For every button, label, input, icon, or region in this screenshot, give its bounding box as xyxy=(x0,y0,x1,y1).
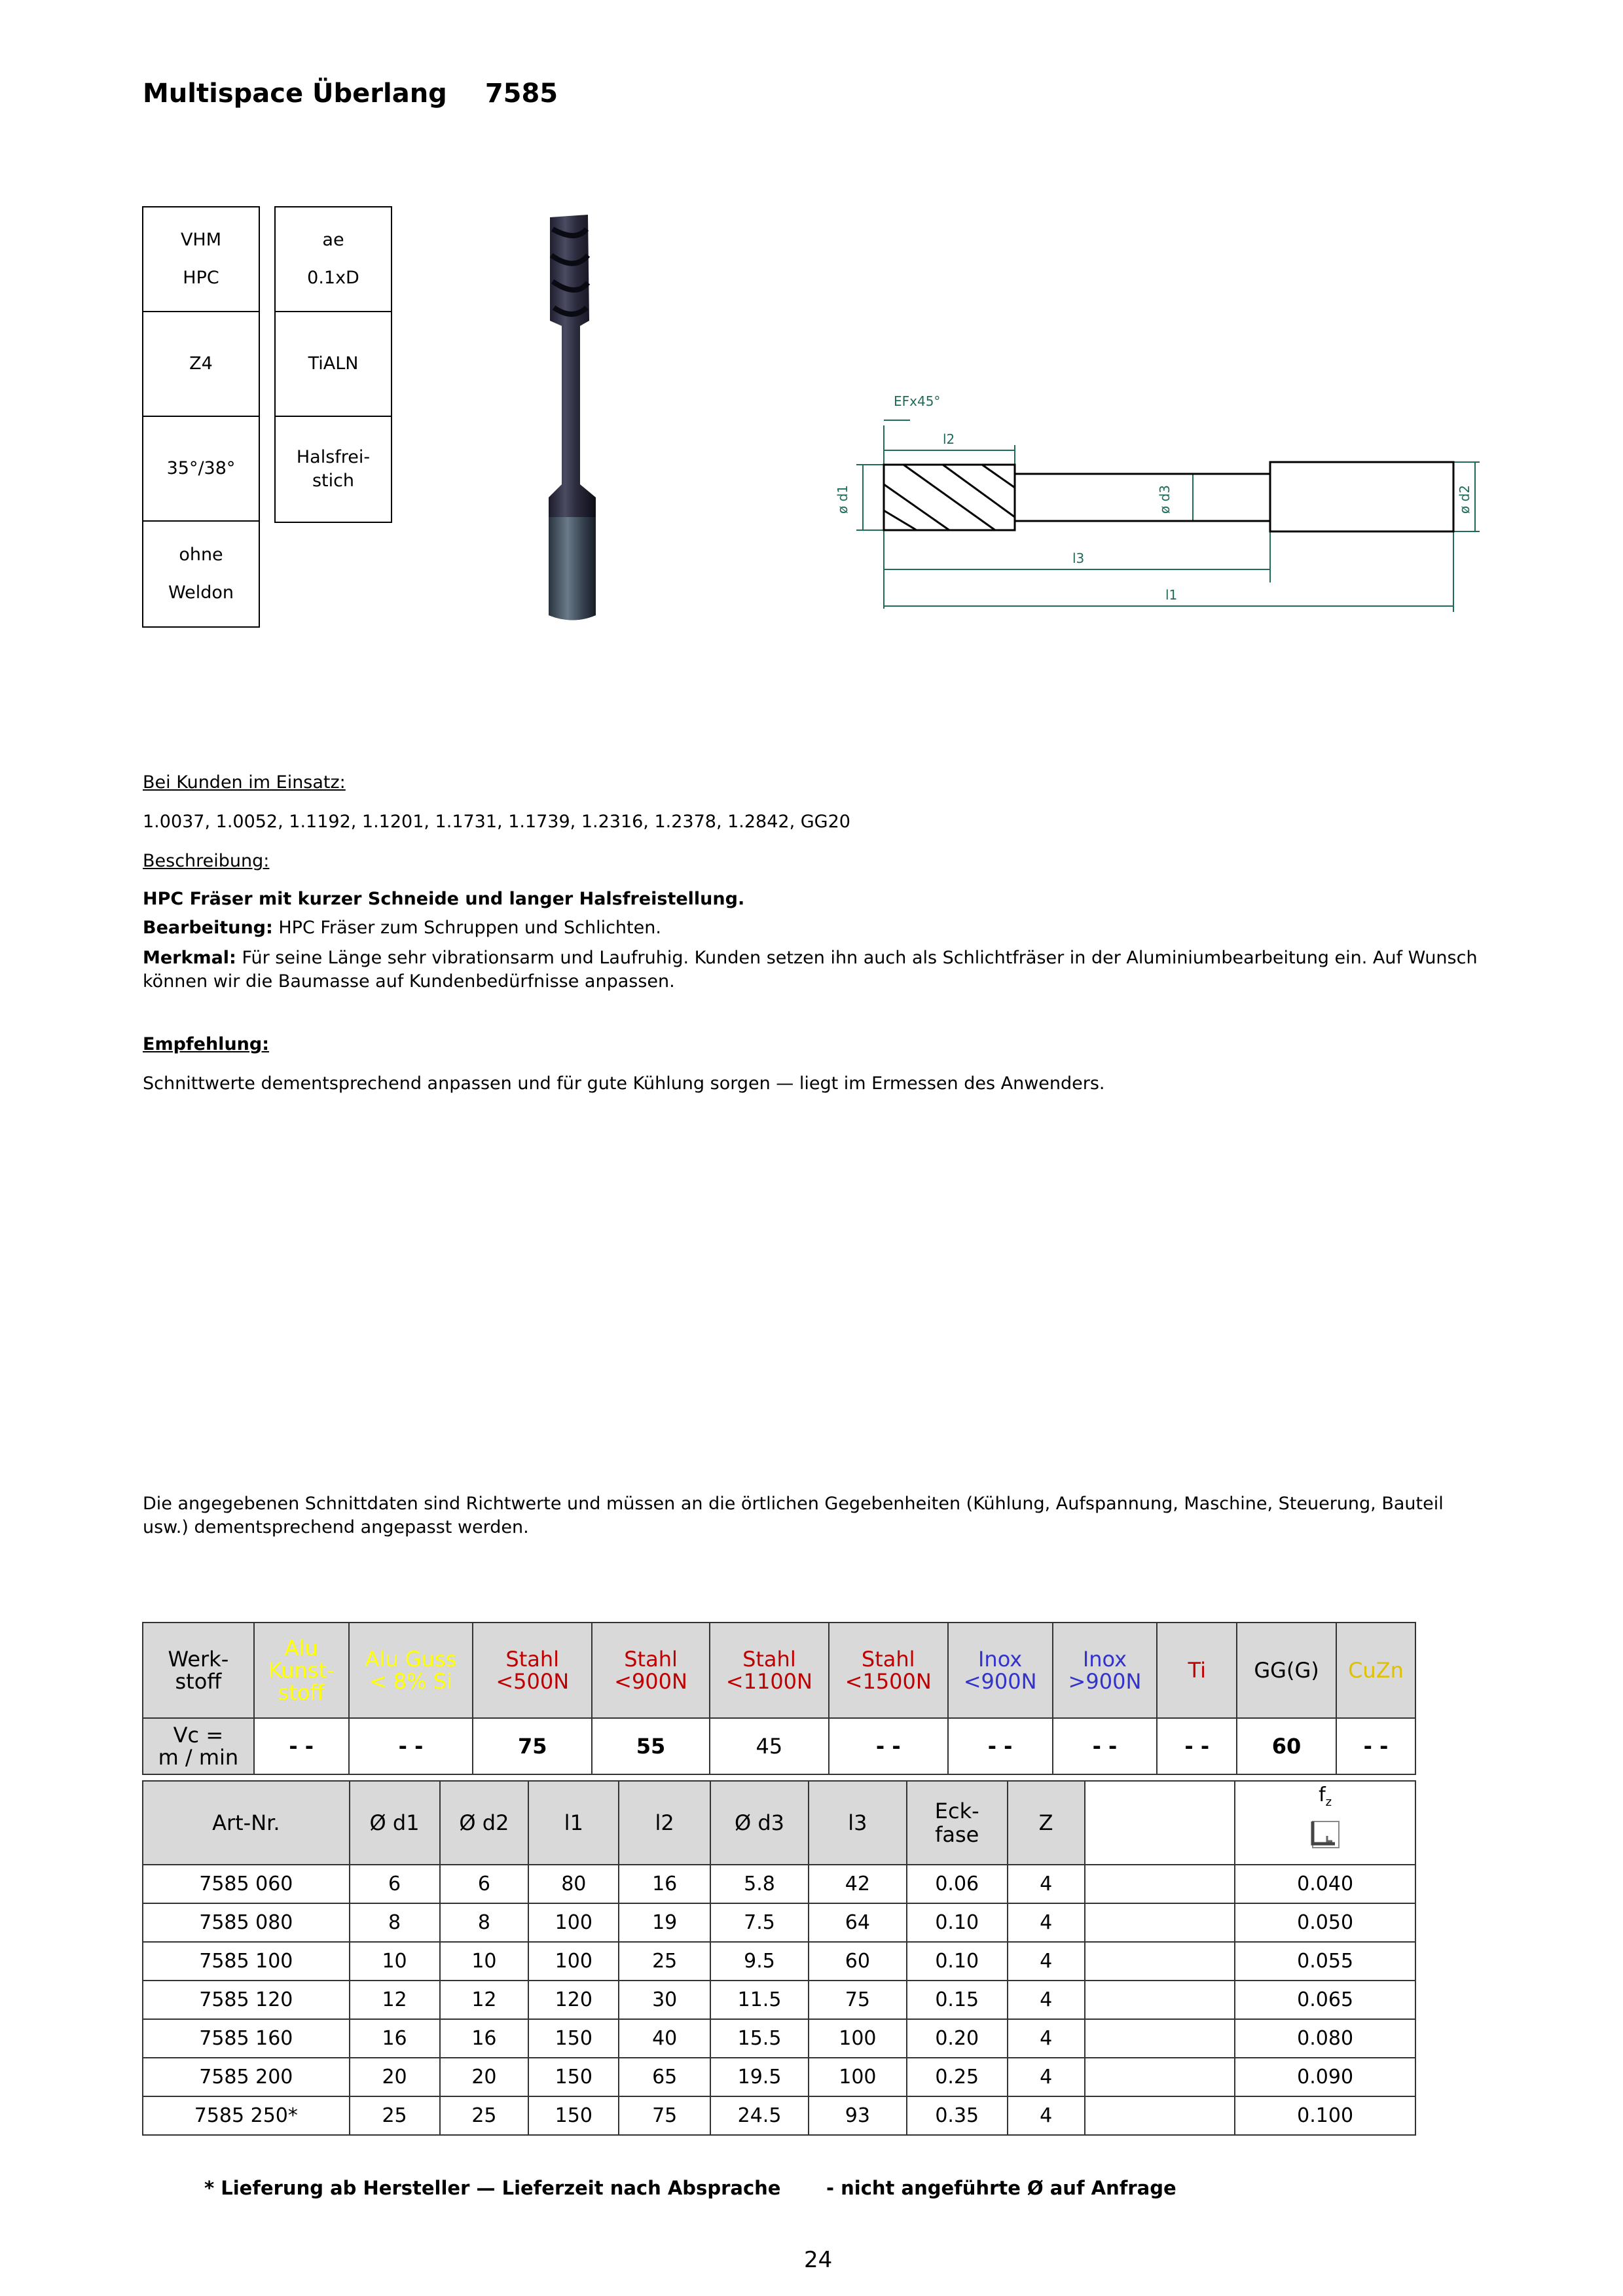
col-fz xyxy=(1235,1781,1415,1865)
table-cell: 0.055 xyxy=(1235,1942,1415,1981)
table-cell: 0.050 xyxy=(1235,1903,1415,1942)
spec-text: ohne xyxy=(179,545,223,565)
table-cell: 0.040 xyxy=(1235,1865,1415,1903)
label-l2: l2 xyxy=(943,431,955,447)
spec-cell xyxy=(143,312,259,417)
material-label: <1500N xyxy=(845,1669,932,1694)
vc-header xyxy=(143,1718,254,1774)
dimension-body xyxy=(143,1865,1415,2135)
header-text: Werk- xyxy=(168,1647,229,1672)
spec-text: Z4 xyxy=(189,353,213,374)
table-cell: 19 xyxy=(619,1903,710,1942)
material-label: < 8% Si xyxy=(369,1669,453,1694)
material-label: <900N xyxy=(614,1669,687,1694)
vc-value: 60 xyxy=(1237,1718,1336,1774)
merkmal-text: Für seine Länge sehr vibrationsarm und Laufruhig. Kunden setzen ihn auch als Schlichtfräser in der Aluminiumbearbeitung ein. Auf Wunsch xyxy=(236,948,1478,968)
col-art-nr: Art-Nr. xyxy=(143,1781,350,1865)
table-cell: 60 xyxy=(809,1942,907,1981)
vc-value: - - xyxy=(349,1718,473,1774)
table-cell: 6 xyxy=(350,1865,440,1903)
material-cell xyxy=(710,1623,829,1718)
material-label: <1100N xyxy=(725,1669,812,1694)
label-efx: EFx45° xyxy=(894,393,941,409)
col-d1: Ø d1 xyxy=(350,1781,440,1865)
material-label: Alu Guss xyxy=(365,1647,457,1672)
vc-value: - - xyxy=(1336,1718,1415,1774)
table-cell: 20 xyxy=(440,2058,529,2096)
vc-value: - - xyxy=(254,1718,349,1774)
table-cell: 4 xyxy=(1008,2096,1085,2135)
col-empty xyxy=(1085,1781,1235,1865)
material-cell xyxy=(948,1623,1053,1718)
material-cell xyxy=(473,1623,592,1718)
material-label: Stahl xyxy=(505,1647,560,1672)
label-l3: l3 xyxy=(1072,550,1085,566)
col-eckfase xyxy=(907,1781,1008,1865)
material-label: Inox xyxy=(1082,1647,1127,1672)
material-cell xyxy=(1157,1623,1237,1718)
material-cell xyxy=(1053,1623,1158,1718)
vc-value: - - xyxy=(1157,1718,1237,1774)
material-table xyxy=(142,1622,1416,1775)
spec-text: TiALN xyxy=(308,353,359,374)
material-cell xyxy=(1237,1623,1336,1718)
table-cell: 42 xyxy=(809,1865,907,1903)
table-cell: 7585 160 xyxy=(143,2019,350,2058)
header-text: m / min xyxy=(158,1745,239,1770)
table-cell: 0.35 xyxy=(907,2096,1008,2135)
table-cell: 0.15 xyxy=(907,1981,1008,2019)
vc-value: 75 xyxy=(473,1718,592,1774)
vc-value: 45 xyxy=(710,1718,829,1774)
table-cell: 100 xyxy=(528,1903,619,1942)
bearbeitung-line xyxy=(143,916,661,940)
table-cell: 7585 120 xyxy=(143,1981,350,2019)
table-cell: 100 xyxy=(809,2019,907,2058)
table-cell: 4 xyxy=(1008,1981,1085,2019)
table-cell: 150 xyxy=(528,2019,619,2058)
table-cell xyxy=(1085,1865,1235,1903)
table-cell: 7585 080 xyxy=(143,1903,350,1942)
page-number: 24 xyxy=(804,2247,833,2273)
fz-icon xyxy=(1309,1818,1341,1850)
spec-text: VHM xyxy=(180,230,222,250)
material-label: CuZn xyxy=(1348,1658,1404,1683)
material-label: >900N xyxy=(1068,1669,1142,1694)
table-cell xyxy=(1085,1903,1235,1942)
table-cell: 0.080 xyxy=(1235,2019,1415,2058)
label-d3: ø d3 xyxy=(1157,484,1173,514)
table-cell: 20 xyxy=(350,2058,440,2096)
material-label: Alu xyxy=(284,1636,318,1660)
table-cell: 10 xyxy=(440,1942,529,1981)
table-cell: 0.065 xyxy=(1235,1981,1415,2019)
header-text: Vc = xyxy=(173,1723,224,1748)
table-cell: 15.5 xyxy=(710,2019,809,2058)
table-cell: 8 xyxy=(440,1903,529,1942)
table-cell: 4 xyxy=(1008,1942,1085,1981)
table-cell: 4 xyxy=(1008,2019,1085,2058)
table-cell: 19.5 xyxy=(710,2058,809,2096)
header-text: fase xyxy=(935,1822,979,1847)
table-cell: 30 xyxy=(619,1981,710,2019)
merkmal-label: Merkmal: xyxy=(143,948,236,968)
dimension-table xyxy=(142,1780,1416,2136)
bearbeitung-text: HPC Fräser zum Schruppen und Schlichten. xyxy=(272,918,661,938)
table-cell: 25 xyxy=(350,2096,440,2135)
werkstoff-header xyxy=(143,1623,254,1718)
table-cell xyxy=(1085,2058,1235,2096)
spec-cell xyxy=(276,417,391,522)
spec-text: 0.1xD xyxy=(307,268,359,288)
table-cell: 0.090 xyxy=(1235,2058,1415,2096)
spec-text: stich xyxy=(312,471,355,491)
beschreibung-title: HPC Fräser mit kurzer Schneide und langer Halsfreistellung. xyxy=(143,889,745,909)
table-row xyxy=(143,2058,1415,2096)
table-cell: 5.8 xyxy=(710,1865,809,1903)
material-label: Stahl xyxy=(742,1647,796,1672)
table-row xyxy=(143,2096,1415,2135)
kunden-label: Bei Kunden im Einsatz: xyxy=(143,772,346,793)
spec-text: Halsfrei- xyxy=(296,447,371,467)
table-cell: 7585 200 xyxy=(143,2058,350,2096)
material-label: Kunst- xyxy=(268,1658,335,1683)
fz-label: $f_z$ xyxy=(1319,1784,1332,1809)
table-cell: 150 xyxy=(528,2058,619,2096)
table-cell xyxy=(1085,2019,1235,2058)
col-l2: l2 xyxy=(619,1781,710,1865)
table-cell: 24.5 xyxy=(710,2096,809,2135)
table-cell: 4 xyxy=(1008,2058,1085,2096)
table-row xyxy=(143,1903,1415,1942)
table-cell: 7585 100 xyxy=(143,1942,350,1981)
technical-drawing xyxy=(818,386,1486,622)
spec-cell xyxy=(143,207,259,312)
spec-cell xyxy=(276,312,391,417)
table-cell: 11.5 xyxy=(710,1981,809,2019)
spec-text: 35°/38° xyxy=(166,458,236,478)
label-d1: ø d1 xyxy=(835,484,850,514)
empfehlung-text: Schnittwerte dementsprechend anpassen und für gute Kühlung sorgen — liegt im Ermessen des Anwenders. xyxy=(143,1073,1105,1094)
label-l1: l1 xyxy=(1165,587,1178,603)
vc-row xyxy=(143,1718,1415,1774)
table-cell: 75 xyxy=(619,2096,710,2135)
col-d3: Ø d3 xyxy=(710,1781,809,1865)
table-cell: 75 xyxy=(809,1981,907,2019)
merkmal-line xyxy=(143,946,1478,970)
table-cell: 16 xyxy=(350,2019,440,2058)
product-number: 7585 xyxy=(484,79,558,109)
material-label: Ti xyxy=(1188,1658,1206,1683)
end-mill-image xyxy=(524,209,615,628)
vc-value: - - xyxy=(829,1718,948,1774)
page-title xyxy=(143,79,558,109)
col-l1: l1 xyxy=(528,1781,619,1865)
table-cell: 6 xyxy=(440,1865,529,1903)
label-d2: ø d2 xyxy=(1457,484,1472,514)
beschreibung-label: Beschreibung: xyxy=(143,851,270,871)
table-cell: 0.10 xyxy=(907,1903,1008,1942)
col-d2: Ø d2 xyxy=(440,1781,529,1865)
spec-cell xyxy=(143,522,259,626)
empfehlung-label: Empfehlung: xyxy=(143,1034,270,1054)
material-label: Stahl xyxy=(861,1647,915,1672)
table-row xyxy=(143,2019,1415,2058)
table-cell: 64 xyxy=(809,1903,907,1942)
material-label: stoff xyxy=(278,1680,325,1705)
col-z: Z xyxy=(1008,1781,1085,1865)
material-label: Inox xyxy=(977,1647,1023,1672)
table-cell: 16 xyxy=(619,1865,710,1903)
table-cell: 100 xyxy=(809,2058,907,2096)
table-cell: 12 xyxy=(440,1981,529,2019)
material-cell xyxy=(349,1623,473,1718)
table-cell: 16 xyxy=(440,2019,529,2058)
table-cell: 4 xyxy=(1008,1903,1085,1942)
material-cell xyxy=(592,1623,710,1718)
table-cell: 0.20 xyxy=(907,2019,1008,2058)
spec-text: Weldon xyxy=(168,583,234,603)
footnote-diameter: - nicht angeführte Ø auf Anfrage xyxy=(826,2177,1176,2199)
vc-value: 55 xyxy=(592,1718,710,1774)
material-label: <500N xyxy=(496,1669,570,1694)
header-text: stoff xyxy=(175,1669,222,1694)
table-cell: 7585 060 xyxy=(143,1865,350,1903)
footnote-delivery: * Lieferung ab Hersteller — Lieferzeit nach Absprache xyxy=(204,2177,781,2199)
table-row xyxy=(143,1942,1415,1981)
table-cell: 25 xyxy=(440,2096,529,2135)
col-l3: l3 xyxy=(809,1781,907,1865)
table-cell: 65 xyxy=(619,2058,710,2096)
header-text: Eck- xyxy=(934,1799,979,1823)
table-cell xyxy=(1085,1942,1235,1981)
spec-cell xyxy=(276,207,391,312)
table-cell: 93 xyxy=(809,2096,907,2135)
kunden-value: 1.0037, 1.0052, 1.1192, 1.1201, 1.1731, 1.1739, 1.2316, 1.2378, 1.2842, GG20 xyxy=(143,812,850,832)
table-row xyxy=(143,1865,1415,1903)
table-cell: 80 xyxy=(528,1865,619,1903)
table-cell: 100 xyxy=(528,1942,619,1981)
spec-text: HPC xyxy=(183,268,219,288)
material-cell xyxy=(254,1623,349,1718)
table-row xyxy=(143,1981,1415,2019)
table-cell: 0.06 xyxy=(907,1865,1008,1903)
table-cell: 0.25 xyxy=(907,2058,1008,2096)
table-cell xyxy=(1085,2096,1235,2135)
table-cell: 0.10 xyxy=(907,1942,1008,1981)
material-row xyxy=(143,1623,1415,1718)
material-cell xyxy=(1336,1623,1415,1718)
product-name: Multispace Überlang xyxy=(143,79,447,109)
spec-box-right xyxy=(274,206,392,523)
table-cell: 40 xyxy=(619,2019,710,2058)
material-label: Stahl xyxy=(624,1647,678,1672)
table-cell: 4 xyxy=(1008,1865,1085,1903)
material-label: GG(G) xyxy=(1254,1658,1319,1683)
material-label: <900N xyxy=(963,1669,1037,1694)
table-cell: 7.5 xyxy=(710,1903,809,1942)
schnittdaten-text-2: usw.) dementsprechend angepasst werden. xyxy=(143,1517,529,1537)
table-cell xyxy=(1085,1981,1235,2019)
table-cell: 150 xyxy=(528,2096,619,2135)
table-cell: 9.5 xyxy=(710,1942,809,1981)
vc-value: - - xyxy=(1053,1718,1158,1774)
spec-text: ae xyxy=(322,230,344,250)
table-cell: 8 xyxy=(350,1903,440,1942)
table-cell: 120 xyxy=(528,1981,619,2019)
table-cell: 0.100 xyxy=(1235,2096,1415,2135)
spec-box-left xyxy=(142,206,260,628)
table-cell: 25 xyxy=(619,1942,710,1981)
merkmal-text-2: können wir die Baumasse auf Kundenbedürfnisse anpassen. xyxy=(143,971,675,992)
vc-value: - - xyxy=(948,1718,1053,1774)
material-cell xyxy=(829,1623,948,1718)
dimension-header-row xyxy=(143,1781,1415,1865)
spec-cell xyxy=(143,417,259,522)
bearbeitung-label: Bearbeitung: xyxy=(143,918,273,938)
schnittdaten-text-1: Die angegebenen Schnittdaten sind Richtwerte und müssen an die örtlichen Gegebenheiten (Kühlung, Aufspannung, Maschine, Steuerung, Bauteil xyxy=(143,1494,1444,1514)
table-cell: 7585 250* xyxy=(143,2096,350,2135)
table-cell: 12 xyxy=(350,1981,440,2019)
table-cell: 10 xyxy=(350,1942,440,1981)
